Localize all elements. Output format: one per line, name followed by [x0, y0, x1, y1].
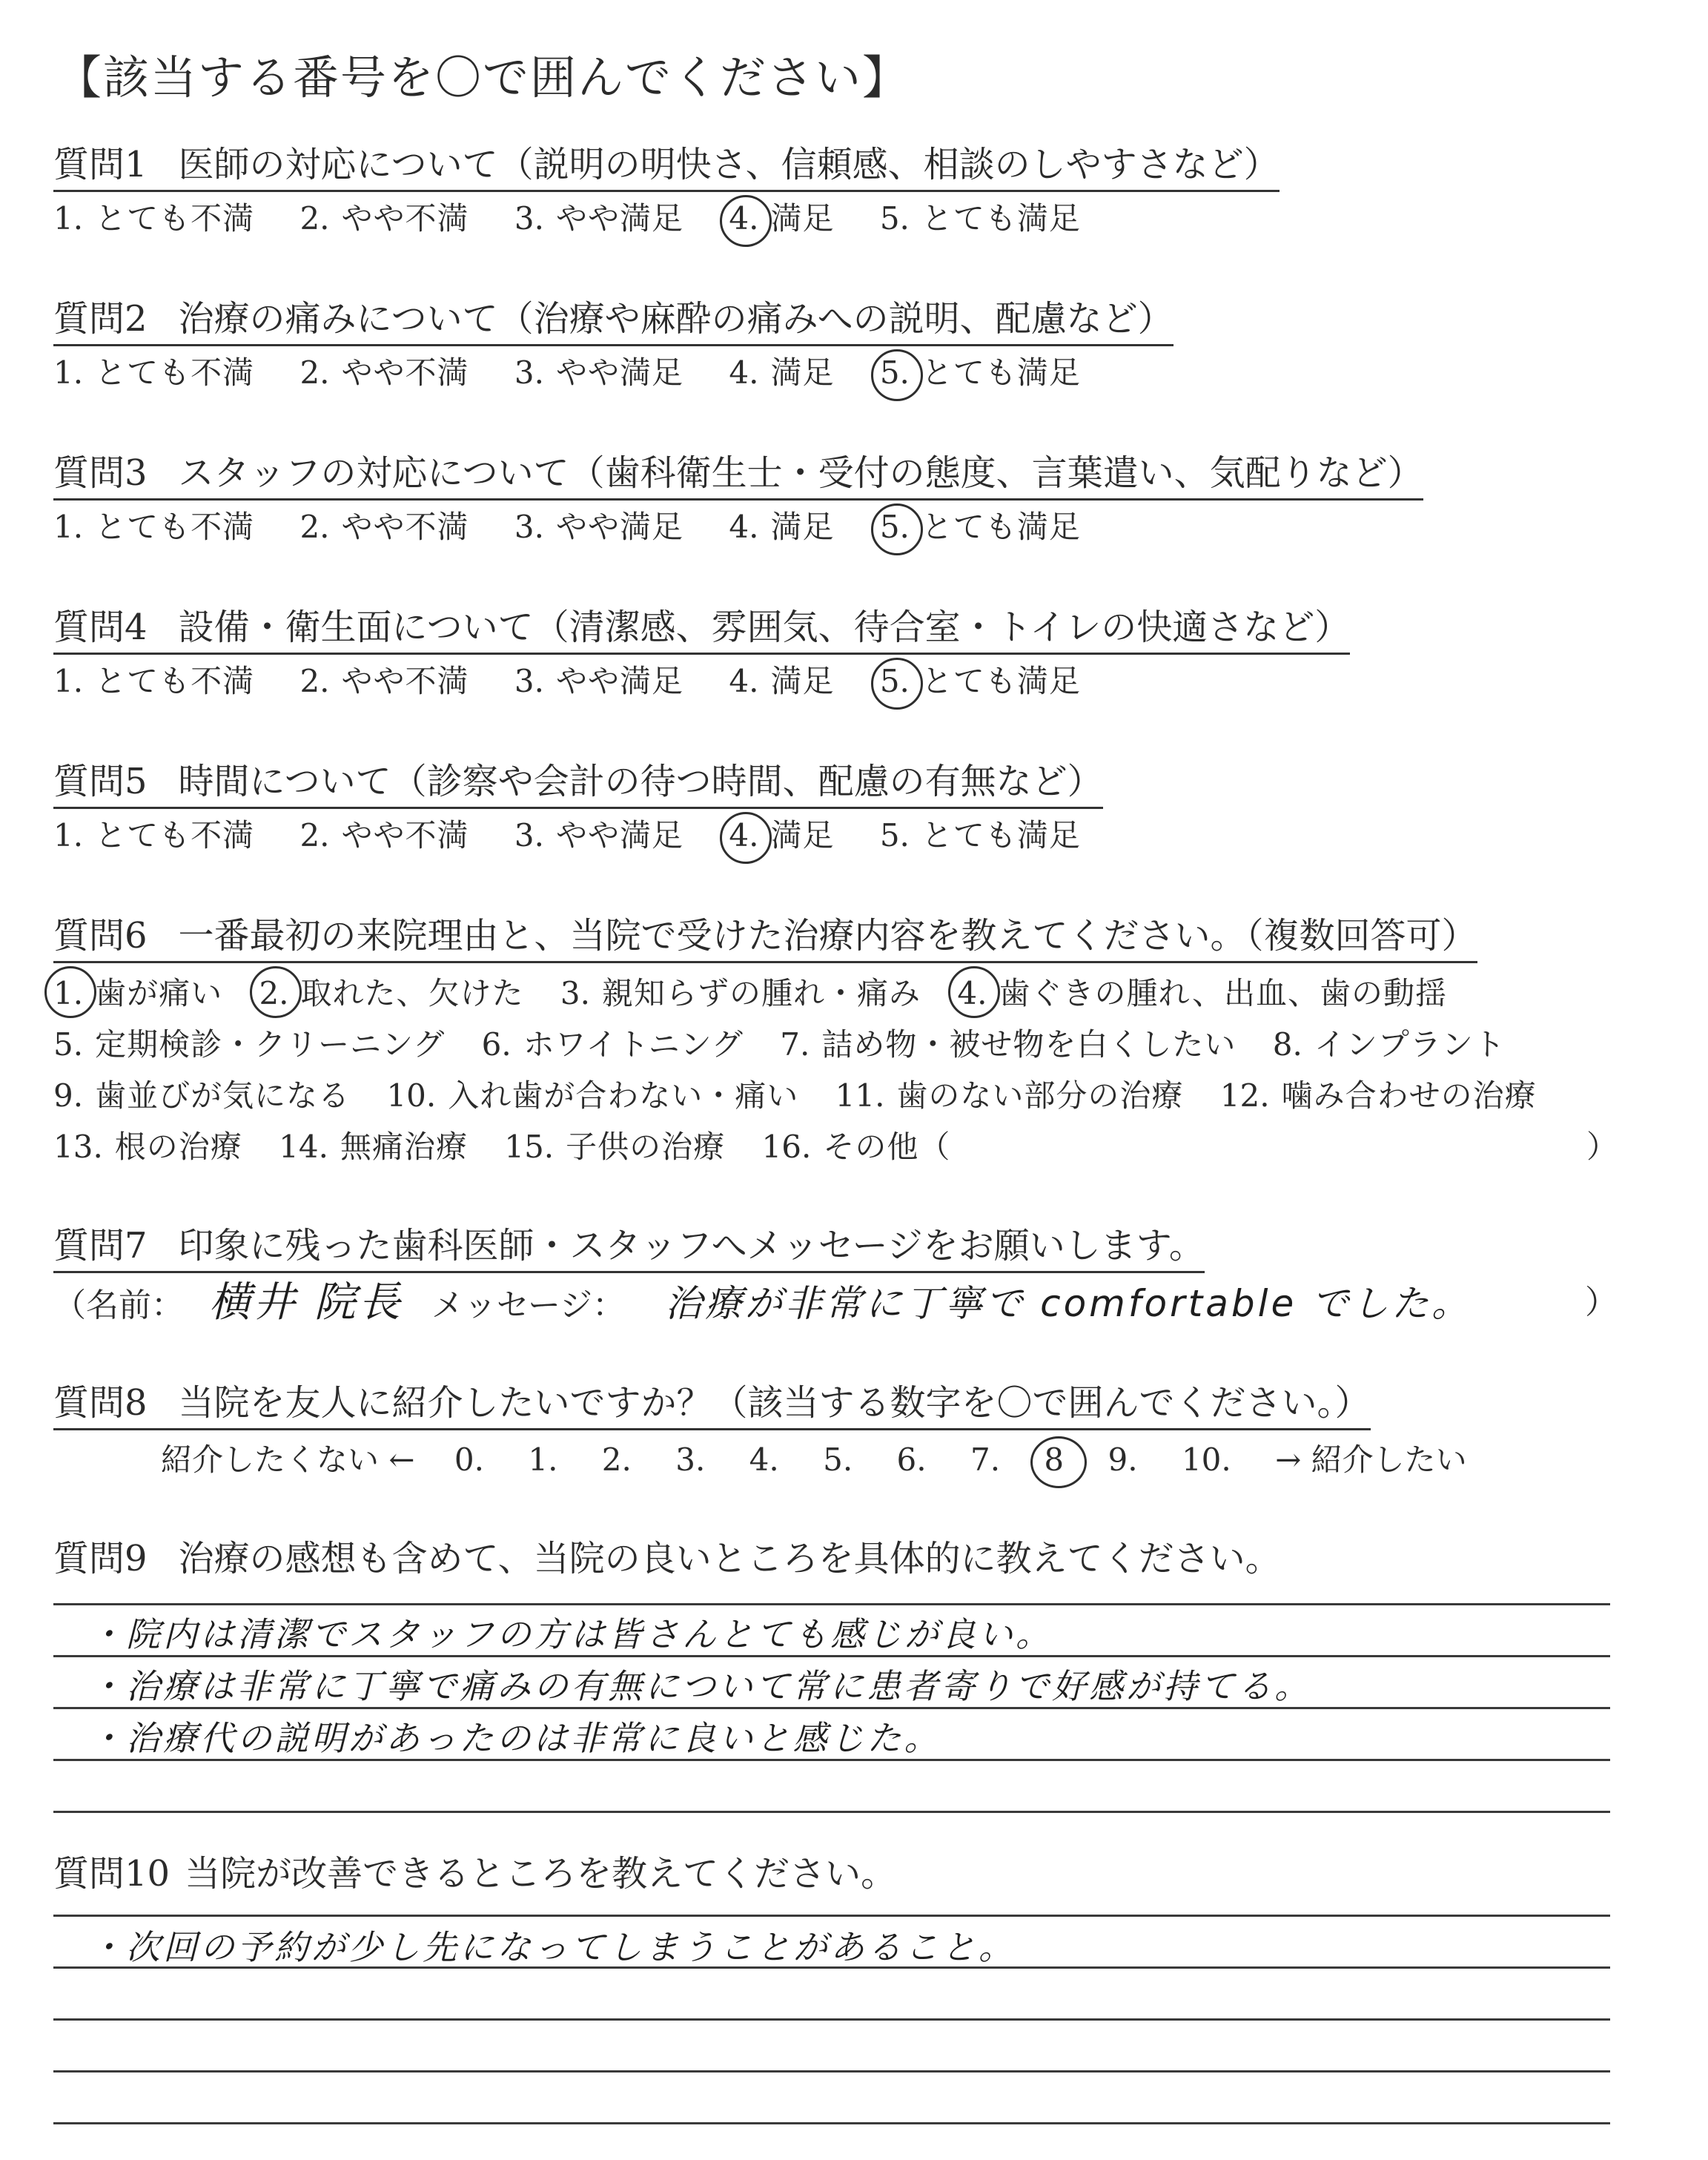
option-label: 取れた、欠けた — [300, 975, 524, 1011]
option-5[interactable] — [880, 351, 1081, 395]
rating-options — [53, 659, 1350, 704]
writing-line — [53, 2018, 1610, 2021]
question-10-title — [53, 1850, 896, 1898]
question-1-title — [53, 141, 1280, 192]
option-8[interactable] — [1273, 1019, 1506, 1070]
option-number: 5. — [879, 817, 910, 853]
instruction-header: 【該当する番号を〇で囲んでください】 — [56, 50, 910, 105]
option-15[interactable] — [504, 1121, 725, 1172]
question-1 — [53, 141, 1280, 241]
question-4-title — [53, 604, 1350, 655]
good-point-answer[interactable]: ・治療代の説明があったのは非常に良いと感じた。 — [89, 1718, 941, 1758]
option-label: やや満足 — [555, 509, 683, 545]
question-text: 当院を友人に紹介したいですか？（該当する数字を〇で囲んでください。） — [178, 1382, 1371, 1424]
option-label: とても満足 — [921, 663, 1081, 699]
question-9-title — [53, 1535, 1281, 1582]
scale-7[interactable]: 7. — [970, 1441, 1001, 1478]
option-14[interactable] — [279, 1121, 468, 1172]
writing-line — [53, 1603, 1610, 1605]
question-text: 当院が改善できるところを教えてください。 — [185, 1853, 897, 1895]
option-number: 4. — [729, 817, 759, 853]
option-number: 13. — [53, 1129, 103, 1165]
option-label: 噛み合わせの治療 — [1281, 1077, 1537, 1114]
question-number: 質問6 — [53, 915, 148, 957]
option-4[interactable] — [729, 351, 834, 395]
option-label: 満足 — [770, 509, 835, 545]
option-label: インプラント — [1314, 1026, 1506, 1063]
question-text: 一番最初の来院理由と、当院で受けた治療内容を教えてください。（複数回答可） — [178, 915, 1477, 957]
name-value[interactable]: 横井 院長 — [209, 1278, 403, 1327]
option-number: 12. — [1219, 1077, 1270, 1114]
option-number: 2. — [299, 354, 330, 391]
option-label: 満足 — [770, 817, 835, 853]
option-label: 歯が痛い — [95, 975, 223, 1011]
scale-left-label: 紹介したくない ← — [161, 1441, 415, 1478]
option-number: 2. — [299, 817, 330, 853]
option-label: やや不満 — [341, 817, 469, 853]
option-label: 詰め物・被せ物を白くしたい — [821, 1026, 1237, 1063]
question-text: 治療の感想も含めて、当院の良いところを具体的に教えてください。 — [178, 1538, 1281, 1579]
writing-line — [53, 2070, 1610, 2073]
option-4[interactable] — [957, 968, 1447, 1019]
question-8 — [53, 1379, 1501, 1482]
question-number: 質問10 — [53, 1853, 171, 1895]
option-11[interactable] — [835, 1070, 1184, 1121]
scale-1[interactable]: 1. — [528, 1441, 558, 1478]
option-number: 2. — [299, 509, 330, 545]
question-number: 質問1 — [53, 144, 148, 185]
question-number: 質問8 — [53, 1382, 148, 1424]
option-number: 5. — [879, 663, 910, 699]
other-close-paren: ） — [1586, 1129, 1618, 1165]
option-10[interactable] — [386, 1070, 798, 1121]
option-number: 5. — [879, 509, 910, 545]
scale-0[interactable]: 0. — [454, 1441, 484, 1478]
question-5-title — [53, 758, 1103, 809]
option-number: 1. — [53, 975, 84, 1011]
option-label: とても満足 — [921, 817, 1081, 853]
option-2[interactable] — [299, 505, 469, 549]
rating-options — [53, 351, 1174, 395]
rating-options — [53, 505, 1423, 549]
scale-9[interactable]: 9. — [1108, 1441, 1138, 1478]
option-1[interactable] — [53, 351, 254, 395]
question-text: 治療の痛みについて（治療や麻酔の痛みへの説明、配慮など） — [178, 298, 1174, 340]
option-number: 1. — [53, 509, 84, 545]
name-label: （名前： — [53, 1287, 184, 1324]
option-number: 14. — [279, 1129, 328, 1165]
scale-right-label: → 紹介したい — [1275, 1441, 1467, 1478]
message-row — [53, 1273, 1618, 1335]
option-3[interactable] — [514, 351, 683, 395]
option-1[interactable] — [53, 813, 254, 858]
question-number: 質問5 — [53, 761, 148, 802]
option-number: 5. — [53, 1026, 84, 1063]
option-label: 無痛治療 — [340, 1129, 468, 1165]
message-close-paren: ） — [1585, 1284, 1618, 1321]
option-13[interactable] — [53, 1121, 242, 1172]
question-text: 設備・衛生面について（清潔感、雰囲気、待合室・トイレの快適さなど） — [178, 607, 1351, 648]
option-2[interactable] — [299, 196, 469, 241]
option-number: 4. — [729, 509, 759, 545]
option-5[interactable] — [53, 1019, 445, 1070]
option-number: 1. — [53, 817, 84, 853]
option-label: ホワイトニング — [523, 1026, 744, 1063]
scale-value: 8 — [1044, 1441, 1065, 1478]
option-label: 入れ歯が合わない・痛い — [448, 1077, 799, 1114]
option-label: とても満足 — [921, 200, 1081, 237]
question-7-title — [53, 1222, 1205, 1273]
question-6 — [53, 912, 1618, 1172]
question-text: スタッフの対応について（歯科衛生士・受付の態度、言葉遣い、気配りなど） — [178, 452, 1423, 494]
option-number: 3. — [514, 200, 544, 237]
option-number: 11. — [835, 1077, 885, 1114]
option-label: とても満足 — [921, 354, 1081, 391]
option-5[interactable] — [880, 505, 1081, 549]
option-label: やや満足 — [555, 354, 683, 391]
option-number: 1. — [53, 200, 84, 237]
scale-5[interactable]: 5. — [823, 1441, 853, 1478]
option-5[interactable] — [880, 196, 1081, 241]
option-2[interactable] — [299, 813, 469, 858]
question-text: 印象に残った歯科医師・スタッフへメッセージをお願いします。 — [178, 1225, 1205, 1266]
option-number: 3. — [514, 663, 544, 699]
option-row — [53, 1121, 1618, 1172]
option-label: その他（ — [823, 1129, 951, 1165]
option-1[interactable] — [53, 505, 254, 549]
option-label: とても不満 — [95, 509, 255, 545]
option-row — [53, 1019, 1618, 1070]
option-number: 5. — [879, 354, 910, 391]
option-number: 7. — [780, 1026, 810, 1063]
option-label: とても満足 — [921, 509, 1081, 545]
option-label: やや満足 — [555, 200, 683, 237]
option-label: 満足 — [770, 354, 835, 391]
recommend-scale — [161, 1438, 1501, 1482]
option-number: 3. — [514, 509, 544, 545]
option-label: 親知らずの腫れ・痛み — [601, 975, 921, 1011]
question-5 — [53, 758, 1116, 858]
option-label: 歯のない部分の治療 — [896, 1077, 1184, 1114]
good-point-answer[interactable]: ・治療は非常に丁寧で痛みの有無について常に患者寄りで好感が持てる。 — [89, 1666, 1312, 1706]
option-label: とても不満 — [95, 200, 255, 237]
question-number: 質問4 — [53, 607, 148, 648]
option-label: やや不満 — [341, 663, 469, 699]
option-number: 1. — [53, 663, 84, 699]
option-4[interactable] — [729, 659, 834, 704]
question-number: 質問3 — [53, 452, 148, 494]
option-number: 4. — [729, 354, 759, 391]
option-label: 子供の治療 — [566, 1129, 726, 1165]
option-1[interactable] — [53, 659, 254, 704]
option-number: 4. — [729, 200, 759, 237]
option-row — [53, 1070, 1618, 1121]
option-2[interactable] — [299, 351, 469, 395]
option-5[interactable] — [880, 659, 1081, 704]
option-number: 16. — [761, 1129, 812, 1165]
scale-6[interactable]: 6. — [896, 1441, 927, 1478]
option-3[interactable] — [514, 505, 683, 549]
option-number: 2. — [299, 663, 330, 699]
option-label: やや満足 — [555, 663, 683, 699]
question-number: 質問2 — [53, 298, 148, 340]
question-3 — [53, 449, 1423, 549]
option-3[interactable] — [514, 196, 683, 241]
option-label: 歯ぐきの腫れ、出血、歯の動揺 — [999, 975, 1447, 1011]
scale-8[interactable] — [1044, 1438, 1064, 1482]
option-number: 3. — [514, 354, 544, 391]
message-label: メッセージ： — [431, 1287, 626, 1324]
option-4[interactable] — [729, 196, 834, 241]
question-2 — [53, 295, 1174, 395]
option-label: やや満足 — [555, 817, 683, 853]
option-number: 3. — [560, 975, 590, 1011]
option-label: やや不満 — [341, 509, 469, 545]
question-text: 時間について（診察や会計の待つ時間、配慮の有無など） — [178, 761, 1103, 802]
option-row — [53, 968, 1618, 1019]
question-number: 質問9 — [53, 1538, 148, 1579]
message-value[interactable]: 治療が非常に丁寧で comfortable でした。 — [665, 1282, 1472, 1325]
option-12[interactable] — [1220, 1070, 1537, 1121]
option-number: 6. — [481, 1026, 512, 1063]
question-8-title — [53, 1379, 1371, 1430]
rating-options — [53, 813, 1116, 858]
question-4 — [53, 604, 1350, 704]
option-7[interactable] — [780, 1019, 1236, 1070]
option-6[interactable] — [482, 1019, 744, 1070]
option-3[interactable] — [560, 968, 921, 1019]
option-number: 5. — [879, 200, 910, 237]
question-3-title — [53, 449, 1423, 501]
question-10 — [53, 1850, 896, 1898]
option-label: とても不満 — [95, 817, 255, 853]
question-number: 質問7 — [53, 1225, 148, 1266]
question-9 — [53, 1535, 1281, 1582]
option-label: 満足 — [770, 663, 835, 699]
option-9[interactable] — [53, 1070, 350, 1121]
option-4[interactable] — [729, 813, 834, 858]
option-number: 10. — [386, 1077, 437, 1114]
scale-2[interactable]: 2. — [601, 1441, 632, 1478]
writing-line — [53, 1811, 1610, 1813]
option-1[interactable] — [53, 968, 222, 1019]
option-3[interactable] — [514, 659, 683, 704]
good-point-answer[interactable]: ・院内は清潔でスタッフの方は皆さんとても感じが良い。 — [89, 1614, 1053, 1654]
option-number: 3. — [514, 817, 544, 853]
option-number: 4. — [729, 663, 759, 699]
improvement-answer[interactable]: ・次回の予約が少し先になってしまうことがあること。 — [89, 1927, 1016, 1967]
scale-10[interactable]: 10. — [1181, 1441, 1231, 1478]
option-5[interactable] — [880, 813, 1081, 858]
scale-3[interactable]: 3. — [675, 1441, 706, 1478]
option-number: 8. — [1272, 1026, 1302, 1063]
scale-4[interactable]: 4. — [749, 1441, 779, 1478]
treatment-options — [53, 968, 1618, 1172]
option-label: 歯並びが気になる — [95, 1077, 351, 1114]
option-16-other[interactable] — [762, 1121, 951, 1172]
option-label: 満足 — [770, 200, 835, 237]
option-number: 15. — [504, 1129, 555, 1165]
writing-line — [53, 1915, 1610, 1917]
option-1[interactable] — [53, 196, 254, 241]
option-label: とても不満 — [95, 663, 255, 699]
option-3[interactable] — [514, 813, 683, 858]
question-2-title — [53, 295, 1174, 346]
option-number: 1. — [53, 354, 84, 391]
option-number: 2. — [259, 975, 289, 1011]
option-2[interactable] — [259, 968, 523, 1019]
writing-line — [53, 2122, 1610, 2124]
question-7 — [53, 1222, 1618, 1335]
option-label: 定期検診・クリーニング — [95, 1026, 446, 1063]
option-number: 2. — [299, 200, 330, 237]
question-text: 医師の対応について（説明の明快さ、信頼感、相談のしやすさなど） — [178, 144, 1280, 185]
option-number: 4. — [957, 975, 987, 1011]
option-label: やや不満 — [341, 354, 469, 391]
rating-options — [53, 196, 1280, 241]
option-label: とても不満 — [95, 354, 255, 391]
option-label: 根の治療 — [114, 1129, 242, 1165]
option-4[interactable] — [729, 505, 834, 549]
question-6-title — [53, 912, 1477, 963]
option-label: やや不満 — [341, 200, 469, 237]
option-number: 9. — [53, 1077, 84, 1114]
option-2[interactable] — [299, 659, 469, 704]
